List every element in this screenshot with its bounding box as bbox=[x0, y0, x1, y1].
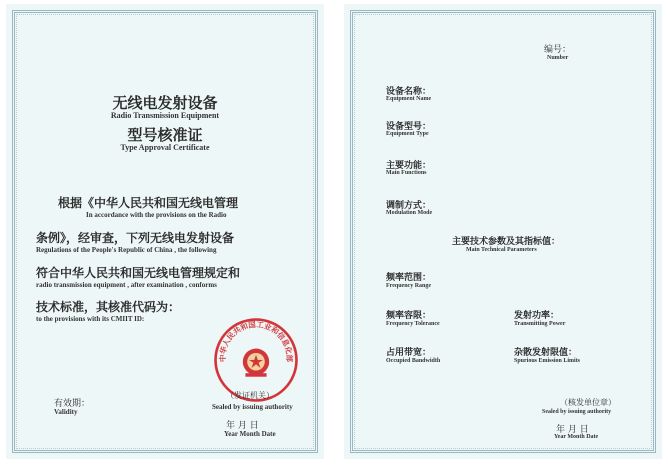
freq-range-en: Frequency Range bbox=[386, 283, 432, 289]
body-line-4-cn: 技术标准，其核准代码为： bbox=[36, 300, 181, 314]
field-modulation-en: Modulation Mode bbox=[386, 210, 433, 216]
certificate-right-page bbox=[344, 4, 662, 459]
body-line-2-en: Regulations of the People's Republic of China , the following bbox=[36, 246, 217, 254]
body-line-3-en: radio transmission equipment , after examination , conforms bbox=[36, 281, 217, 289]
field-equipment-name-cn: 设备名称： bbox=[386, 87, 432, 97]
seal-text: 中华人民共和国工业和信息化部 bbox=[218, 319, 294, 363]
number-label-cn: 编号： bbox=[544, 45, 572, 55]
freq-tolerance-cn: 频率容限： bbox=[386, 311, 432, 321]
issuer-unit-cn: （核发单位章） bbox=[560, 398, 616, 407]
bandwidth-en: Occupied Bandwidth bbox=[386, 358, 441, 364]
title-en-certificate: Type Approval Certificate bbox=[120, 143, 210, 152]
title-cn-equipment: 无线电发射设备 bbox=[112, 94, 218, 112]
freq-range-cn: 频率范围： bbox=[386, 273, 432, 283]
spurious-cn: 杂散发射限值： bbox=[514, 348, 578, 358]
tx-power-cn: 发射功率： bbox=[514, 311, 560, 321]
field-equipment-type-cn: 设备型号： bbox=[386, 122, 432, 132]
spurious-en: Spurious Emission Limits bbox=[514, 358, 581, 364]
bandwidth-cn: 占用带宽： bbox=[386, 348, 432, 358]
validity-label-cn: 有效期： bbox=[54, 399, 91, 409]
validity-label-en: Validity bbox=[54, 408, 78, 416]
date-label-cn: 年 月 日 bbox=[556, 425, 589, 435]
body-line-1-cn: 根据《中华人民共和国无线电管理 bbox=[58, 196, 239, 210]
body-line-2-cn: 条例》，经审查，下列无线电发射设备 bbox=[36, 231, 235, 245]
body-line-1-en: In accordance with the provisions on the Radio bbox=[86, 211, 227, 219]
body-line-3-cn: 符合中华人民共和国无线电管理规定和 bbox=[36, 266, 241, 280]
date-label-en: Year Month Date bbox=[224, 430, 276, 438]
issuer-label-cn: （发证机关） bbox=[226, 391, 274, 400]
field-equipment-name-en: Equipment Name bbox=[386, 96, 432, 102]
title-en-equipment: Radio Transmission Equipment bbox=[110, 111, 220, 120]
params-heading-en: Main Technical Parameters bbox=[466, 247, 537, 253]
field-equipment-type-en: Equipment Type bbox=[386, 131, 429, 137]
freq-tolerance-en: Frequency Tolerance bbox=[386, 321, 440, 327]
sealed-by-en: Sealed by issuing authority bbox=[542, 409, 612, 415]
body-line-4-en: to the provisions with its CMIIT ID: bbox=[36, 315, 145, 323]
certificate-left-page bbox=[6, 4, 324, 459]
title-cn-certificate: 型号核准证 bbox=[127, 126, 203, 144]
decorative-inner-border bbox=[354, 14, 652, 449]
params-heading-cn: 主要技术参数及其指标值： bbox=[452, 237, 561, 247]
sealed-by-en: Sealed by issuing authority bbox=[212, 403, 293, 411]
national-emblem-icon bbox=[243, 349, 269, 377]
field-main-functions-en: Main Functions bbox=[386, 170, 427, 176]
date-label-en: Year Month Date bbox=[554, 434, 599, 440]
number-label-en: Number bbox=[547, 55, 569, 61]
field-modulation-cn: 调制方式： bbox=[386, 201, 432, 211]
field-main-functions-cn: 主要功能： bbox=[386, 161, 432, 171]
tx-power-en: Transmitting Power bbox=[514, 321, 566, 327]
date-label-cn: 年 月 日 bbox=[226, 421, 259, 431]
